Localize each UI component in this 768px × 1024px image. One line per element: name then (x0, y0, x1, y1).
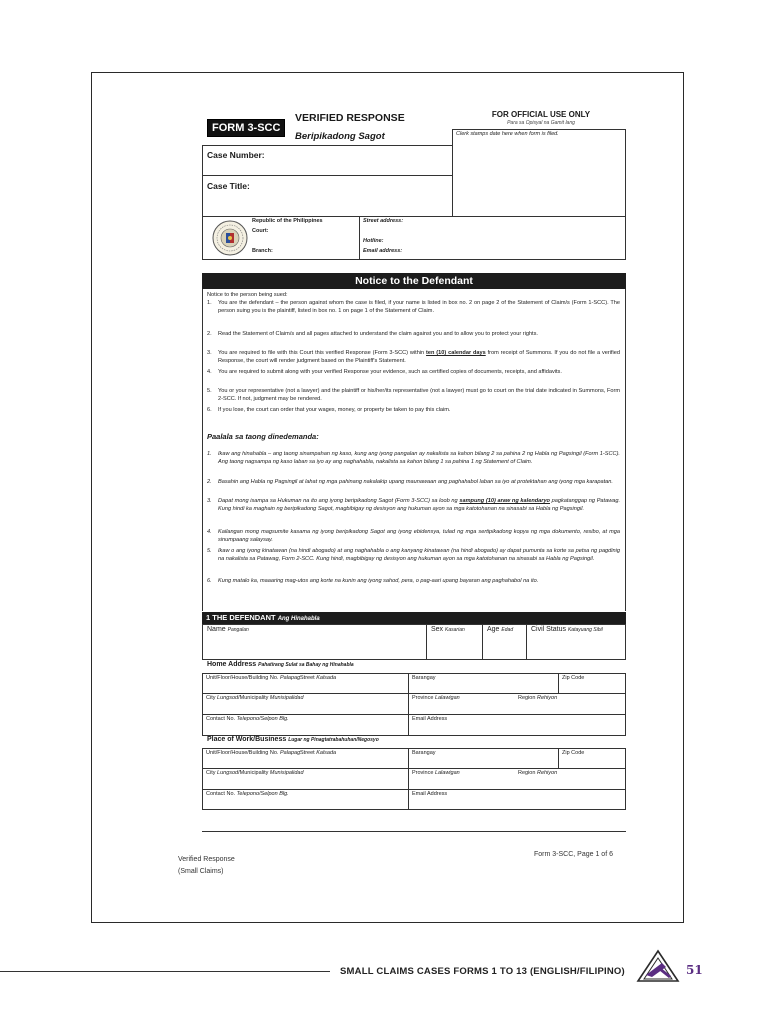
divider (426, 624, 427, 660)
divider (408, 673, 409, 736)
home-email-field[interactable]: Email Address (412, 716, 448, 722)
form-title: VERIFIED RESPONSE (295, 112, 405, 124)
email-address-label: Email address: (363, 248, 403, 254)
home-address-table (202, 673, 626, 736)
home-zip-field[interactable]: Zip Code (562, 675, 585, 681)
divider (202, 693, 626, 694)
work-unit-field[interactable]: Unit/Floor/House/Building No. Palapag (206, 750, 301, 756)
divider (482, 624, 483, 660)
footer-page-indicator: Form 3-SCC, Page 1 of 6 (534, 851, 613, 858)
case-number-field[interactable] (262, 146, 452, 174)
footer-line: (Small Claims) (178, 868, 224, 875)
clerk-stamp-box (452, 129, 626, 217)
divider (359, 216, 360, 260)
work-zip-field[interactable]: Zip Code (562, 750, 585, 756)
page-number: 51 (686, 963, 703, 977)
work-city-field[interactable]: City Lungsod/Municipality Munisipalidad (206, 770, 304, 776)
case-title-field[interactable] (262, 176, 452, 216)
notice-heading: Notice to the Defendant (202, 273, 626, 289)
work-street-field[interactable]: Street Kalsada (300, 750, 337, 756)
home-address-heading: Home Address Pahatirang Sulat sa Bahay ng Hinahabla (207, 661, 354, 668)
divider (202, 714, 626, 715)
footer-form-name (178, 854, 235, 878)
work-address-heading: Place of Work/Business Lugar ng Pinagtatrabahuhan/Negosyo (207, 736, 379, 743)
work-barangay-field[interactable]: Barangay (412, 750, 436, 756)
home-barangay-field[interactable]: Barangay (412, 675, 436, 681)
branch-label: Branch: (252, 248, 273, 254)
case-number-label: Case Number: (207, 150, 265, 160)
court-seal-icon (212, 220, 248, 256)
home-street-field[interactable]: Street Kalsada (300, 675, 337, 681)
clerk-note: Clerk stamps date here when form is filed. (456, 131, 559, 137)
street-address-label: Street address: (363, 218, 404, 224)
home-region-field[interactable]: Region Rehiyon (518, 695, 558, 701)
page-end-rule (202, 831, 626, 832)
home-province-field[interactable]: Province Lalawigan (412, 695, 460, 701)
form-title-filipino: Beripikadong Sagot (295, 131, 385, 142)
home-unit-field[interactable]: Unit/Floor/House/Building No. Palapag (206, 675, 301, 681)
divider (408, 748, 409, 810)
republic-label: Republic of the Philippines (252, 218, 323, 224)
notice-intro: Notice to the person being sued: (207, 292, 288, 298)
age-field[interactable]: Age Edad (487, 626, 514, 633)
work-contact-field[interactable]: Contact No. Telepono/Selpon Blg. (206, 791, 289, 797)
book-title: SMALL CLAIMS CASES FORMS 1 TO 13 (ENGLISH/FILIPINO) (340, 966, 625, 977)
logo-icon (636, 949, 680, 983)
official-use-heading: FOR OFFICIAL USE ONLY (491, 110, 591, 119)
form-code-badge: FORM 3-SCC (207, 119, 285, 137)
court-label: Court: (252, 228, 269, 234)
civil-status-field[interactable]: Civil Status Katayuang Sibil (531, 626, 603, 633)
work-address-table (202, 748, 626, 810)
sex-field[interactable]: Sex Kasarian (431, 626, 465, 633)
hotline-label: Hotline: (363, 238, 384, 244)
divider (558, 748, 559, 768)
divider (526, 624, 527, 660)
home-contact-field[interactable]: Contact No. Telepono/Selpon Blg. (206, 716, 289, 722)
work-province-field[interactable]: Province Lalawigan (412, 770, 460, 776)
home-city-field[interactable]: City Lungsod/Municipality Munisipalidad (206, 695, 304, 701)
bottom-rule (0, 971, 330, 972)
paalala-heading: Paalala sa taong dinedemanda: (207, 432, 319, 441)
divider (558, 673, 559, 693)
work-email-field[interactable]: Email Address (412, 791, 448, 797)
divider (202, 768, 626, 769)
name-field[interactable]: Name Pangalan (207, 626, 249, 633)
footer-line: Verified Response (178, 856, 235, 863)
defendant-heading: 1 THE DEFENDANT Ang Hinahabla (202, 612, 626, 624)
divider (202, 789, 626, 790)
case-title-label: Case Title: (207, 181, 250, 191)
work-region-field[interactable]: Region Rehiyon (518, 770, 558, 776)
official-use-subheading: Para sa Opisyal na Gamit lang (507, 120, 575, 126)
